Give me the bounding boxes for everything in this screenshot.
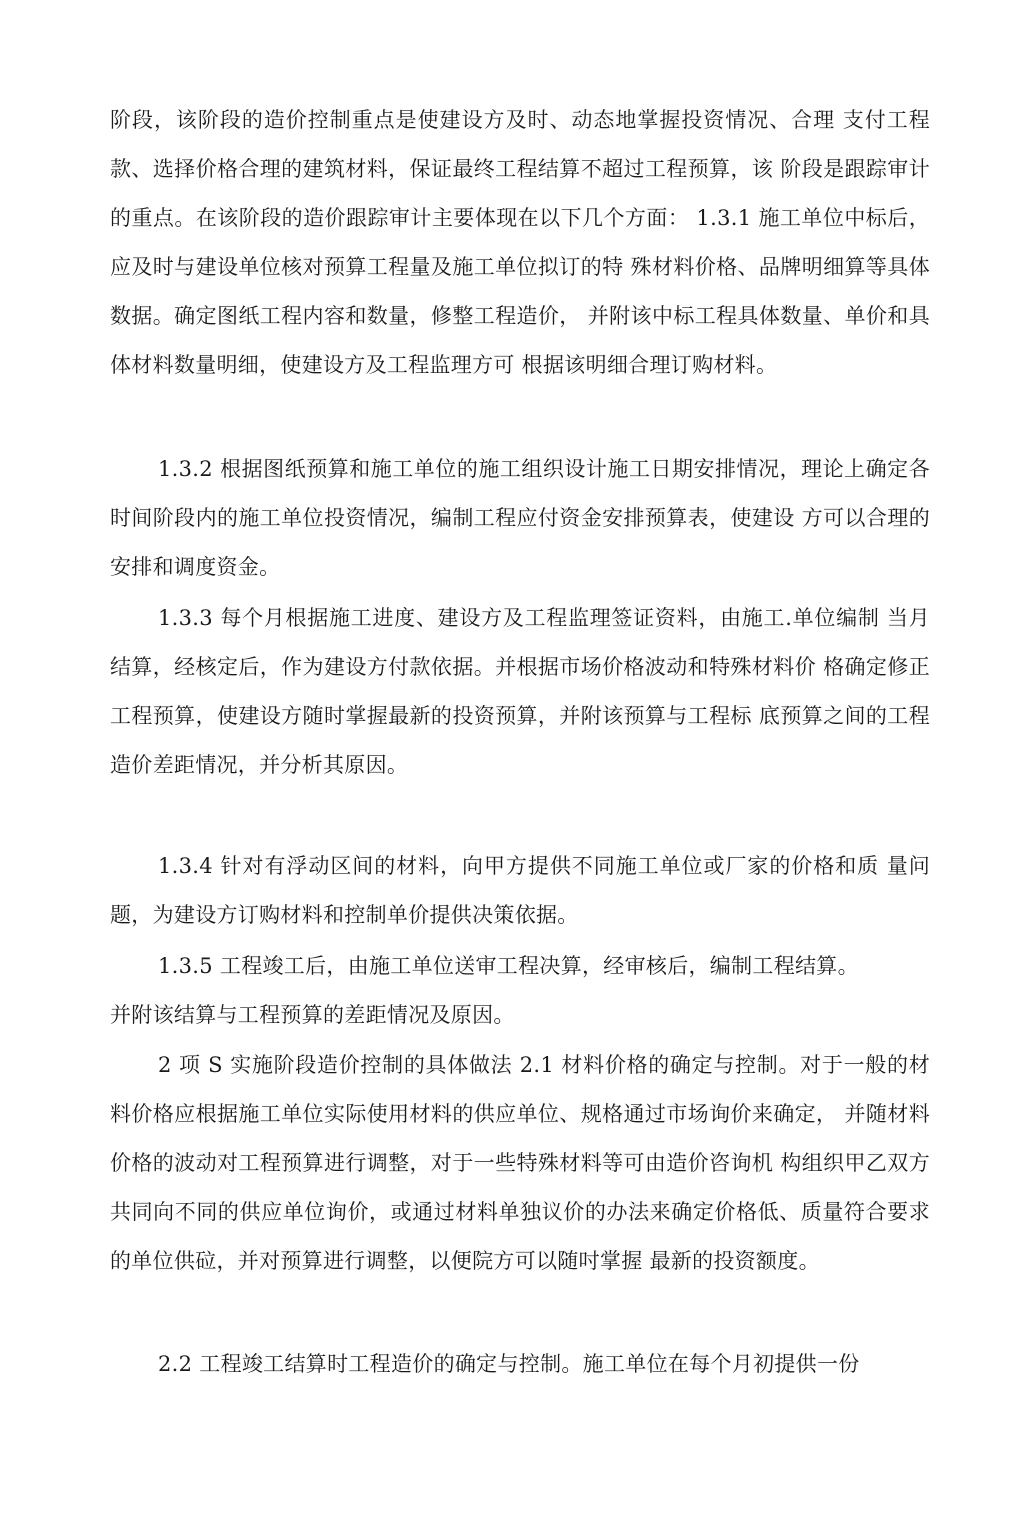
paragraph-2-2: 2.2 工程竣工结算时工程造价的确定与控制。施工单位在每个月初提供一份 <box>158 1352 860 1376</box>
paragraph-settlement-note: 并附该结算与工程预算的差距情况及原因。 <box>110 1003 515 1027</box>
paragraph-2-1: 2 项 S 实施阶段造价控制的具体做法 2.1 材料价格的确定与控制。对于一般的材料价格应根据施工单位实际使用材料的供应单位、规格通过市场询价来确定， 并随材料价格的波动对工程预算进行调整，对于一些特殊材料等可由造价咨询机 构组织甲乙双方共同向不同的供应单位询价，或通过材料单独议价的办法来确定价格低、质量符合要求的单位供砬，并对预算进行调整，以便院方可以随吋掌握 最新的投资额度。 <box>110 1053 930 1273</box>
paragraph-1-3-5: 1.3.5 工程竣工后，由施工单位送审工程决算，经审核后，编制工程结算。 <box>158 954 859 978</box>
paragraph-stage-control: 阶段，该阶段的造价控制重点是使建设方及时、动态地掌握投资情况、合理 支付工程款、选择价格合理的建筑材料，保证最终工程结算不超过工程预算，该 阶段是跟踪审计的重点。在该阶段的造价跟踪审计主要体现在以下几个方面： 1.3.1 施工单位中标后，应及时与建设单位核对预算工程量及施工单位拟订的特 殊材料价格、品牌明细算等具体数据。确定图纸工程内容和数量，修整工程造价， 并附该中标工程具体数量、单价和具体材料数量明细，使建设方及工程监理方可 根据该明细合理订购材料。 <box>110 108 930 377</box>
paragraph-1-3-4: 1.3.4 针对有浮动区间的材料，向甲方提供不同施工单位或厂家的价格和质 量问题，为建设方订购材料和控制单价提供决策依据。 <box>110 854 930 927</box>
paragraph-1-3-3: 1.3.3 每个月根据施工进度、建设方及工程监理签证资料，由施工.单位编制 当月结算，经核定后，作为建设方付款依据。并根据市场价格波动和特殊材料价 格确定修正工程预算，使建设方随时掌握最新的投资预算，并附该预算与工程标 底预算之间的工程造价差距情况，并分析其原因。 <box>110 606 930 777</box>
paragraph-1-3-2: 1.3.2 根据图纸预算和施工单位的施工组织设计施工日期安排情况，理论上确定各时间阶段内的施工单位投资情况，编制工程应付资金安排预算表，使建设 方可以合理的安排和调度资金。 <box>110 457 930 579</box>
